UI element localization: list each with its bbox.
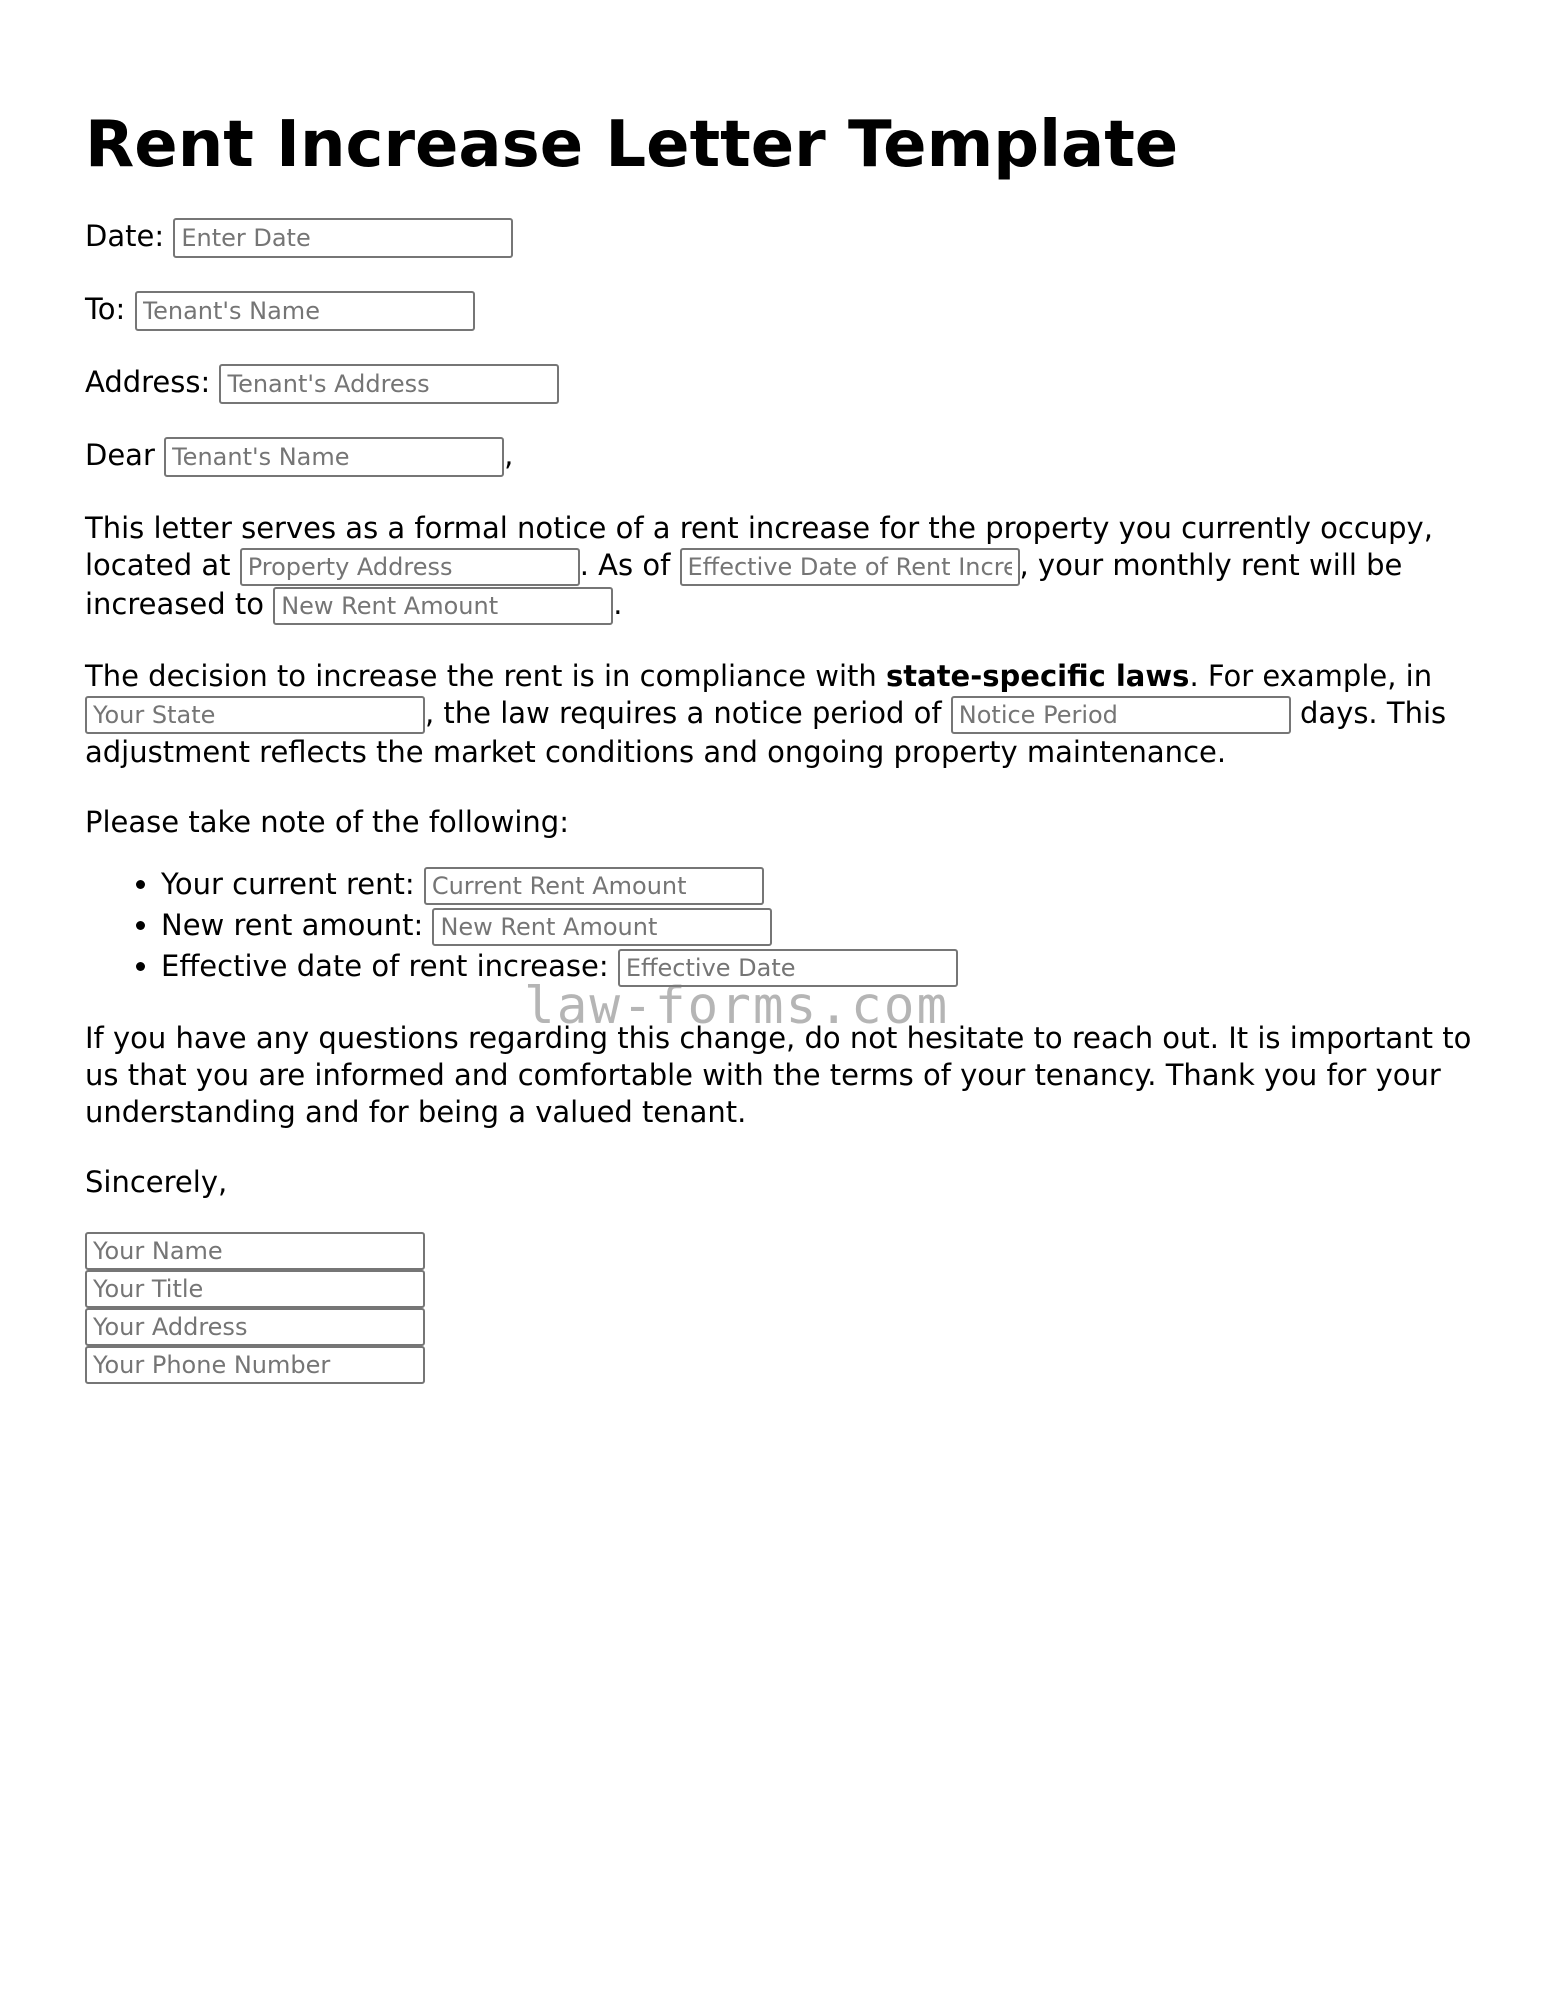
notice-paragraph [85,510,1475,625]
tenant-address-input[interactable] [219,364,559,404]
notes-list [85,864,1475,987]
tenant-name-input[interactable] [135,291,475,331]
your-address-input[interactable] [85,1308,425,1346]
compliance-text-4: days. This adjustment reflects the market conditions and ongoing property maintenance. [85,696,1447,769]
new-rent-amount-input[interactable] [273,587,613,625]
list-item [161,864,1475,905]
signature-block [85,1232,1475,1384]
effective-date-input[interactable] [680,548,1020,586]
compliance-paragraph [85,658,1475,771]
notes-intro: Please take note of the following: [85,805,569,839]
watermark: law-forms.com [524,977,950,1036]
notice-period-input[interactable] [951,696,1291,734]
your-name-input[interactable] [85,1232,425,1270]
effective-date-label: Effective date of rent increase: [161,949,618,983]
address-label: Address: [85,365,211,399]
dear-label: Dear [85,438,155,472]
closing-paragraph: If you have any questions regarding this change, do not hesitate to reach out. It is important to us that you are informed and comfortable with the terms of your tenancy. Thank you for your understanding and for being a valued tenant. [85,1021,1472,1129]
compliance-text-3: , the law requires a notice period of [425,696,951,730]
date-line [85,218,1475,258]
compliance-text-1: The decision to increase the rent is in compliance with [85,659,886,693]
your-title-input[interactable] [85,1270,425,1308]
current-rent-label: Your current rent: [161,867,424,901]
notice-text-3: , your monthly rent will be increased to [85,548,1403,621]
salutation-comma: , [504,438,514,472]
date-label: Date: [85,219,165,253]
new-rent-label: New rent amount: [161,908,433,942]
current-rent-input[interactable] [424,867,764,905]
to-line [85,291,1475,331]
compliance-text-2: . For example, in [1189,659,1433,693]
salutation-name-input[interactable] [164,437,504,477]
address-line [85,364,1475,404]
list-item [161,946,1475,987]
to-label: To: [85,292,126,326]
salutation-line [85,437,1475,477]
notice-text-1: This letter serves as a formal notice of a rent increase for the property you currently occupy, located at [85,511,1433,582]
list-new-rent-input[interactable] [432,908,772,946]
date-input[interactable] [173,218,513,258]
notice-text-4: . [613,587,623,621]
property-address-input[interactable] [240,548,580,586]
notice-text-2: . As of [579,548,680,582]
page-title: Rent Increase Letter Template [85,108,1179,182]
sign-off: Sincerely, [85,1165,228,1199]
letter-body [85,218,1475,1384]
state-laws-bold: state-specific laws [886,659,1190,693]
list-effective-date-input[interactable] [618,949,958,987]
list-item [161,905,1475,946]
your-phone-input[interactable] [85,1346,425,1384]
state-input[interactable] [85,696,425,734]
